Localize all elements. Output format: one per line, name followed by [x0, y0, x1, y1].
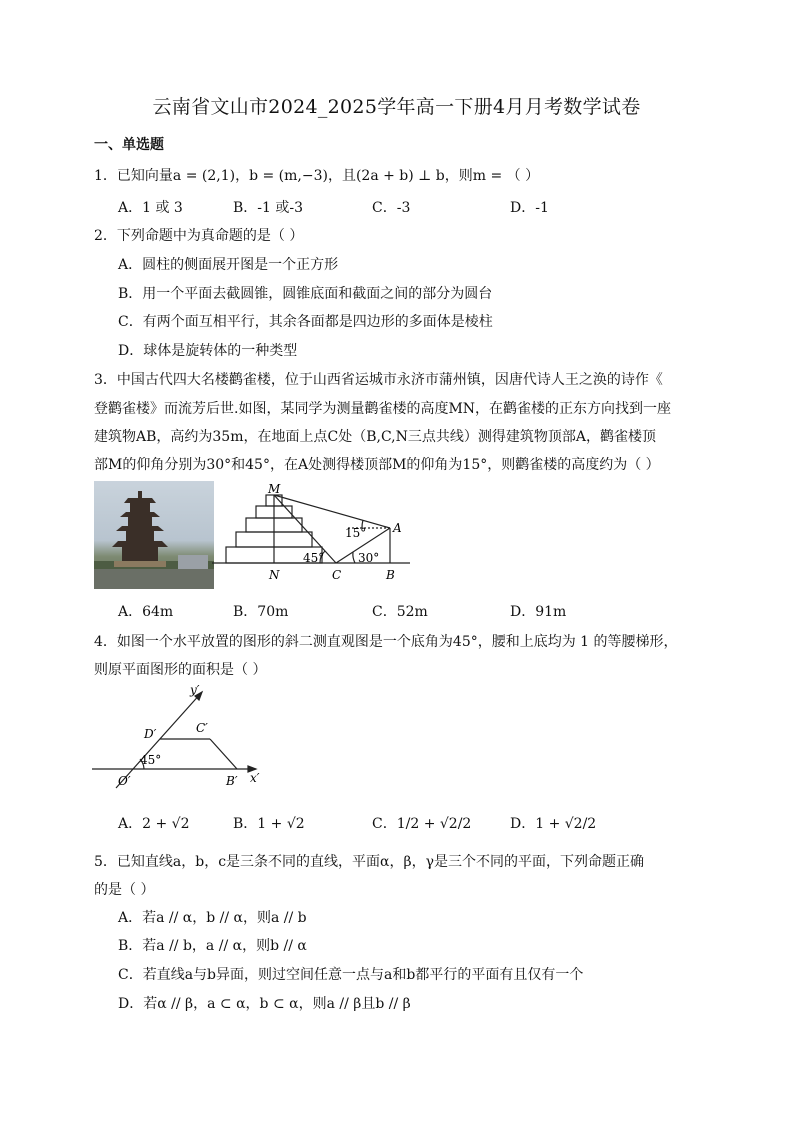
q1-option-b: B．-1 或-3: [233, 200, 304, 216]
q3-option-d: D．91m: [510, 604, 567, 620]
q3-label-n: N: [269, 568, 280, 582]
q4-line-1: 4．如图一个水平放置的图形的斜二测直观图是一个底角为45°，腰和上底均为 1 的等腰梯形，: [94, 634, 678, 650]
q4-option-a: A．2 + √2: [118, 816, 190, 832]
q2-option-d: D．球体是旋转体的一种类型: [118, 343, 298, 359]
q1-option-d: D．-1: [510, 200, 549, 216]
section-heading: 一、单选题: [94, 137, 164, 153]
q5-option-c: C．若直线a与b异面，则过空间任意一点与a和b都平行的平面有且仅有一个: [118, 967, 584, 983]
q3-label-m: M: [268, 484, 281, 496]
q3-option-a: A．64m: [118, 604, 174, 620]
q3-angle-45: 45°: [303, 551, 325, 565]
q1-option-a: A．1 或 3: [118, 200, 183, 216]
q4-figure: [92, 682, 272, 792]
q4-label-b: B′: [226, 774, 238, 788]
q4-label-d: D′: [144, 727, 157, 741]
q3-option-c: C．52m: [372, 604, 428, 620]
q1-option-c: C．-3: [372, 200, 411, 216]
q3-label-b: B: [386, 568, 395, 582]
q3-label-c: C: [332, 568, 342, 582]
q5-option-a: A．若a // α，b // α，则a // b: [118, 910, 307, 926]
q3-figure: [212, 484, 412, 586]
q4-option-c: C．1/2 + √2/2: [372, 816, 472, 832]
q3-line-3: 建筑物AB，高约为35m，在地面上点C处（B,C,N三点共线）测得建筑物顶部A，鹳雀楼顶: [94, 429, 656, 445]
q3-option-b: B．70m: [233, 604, 289, 620]
q4-angle-45: 45°: [140, 753, 162, 767]
q4-label-o: O′: [118, 774, 131, 788]
q5-option-d: D．若α // β，a ⊂ α，b ⊂ α，则a // β且b // β: [118, 996, 411, 1012]
q4-option-d: D．1 + √2/2: [510, 816, 597, 832]
q5-line-1: 5．已知直线a，b，c是三条不同的直线，平面α，β，γ是三个不同的平面，下列命题正确: [94, 854, 644, 870]
q1-stem: 1．已知向量a = (2,1)，b = (m,−3)，且(2a + b) ⊥ b，则m = （ ）: [94, 168, 540, 184]
q3-line-2: 登鹳雀楼》而流芳后世.如图，某同学为测量鹳雀楼的高度MN，在鹳雀楼的正东方向找到一座: [94, 401, 672, 417]
q3-line-4: 部M的仰角分别为30°和45°，在A处测得楼顶部M的仰角为15°，则鹳雀楼的高度约为（ ）: [94, 457, 660, 473]
q2-option-a: A．圆柱的侧面展开图是一个正方形: [118, 257, 339, 273]
q4-option-b: B．1 + √2: [233, 816, 305, 832]
q4-label-y: y′: [190, 683, 200, 697]
q2-stem: 2．下列命题中为真命题的是（ ）: [94, 228, 304, 244]
q4-label-x: x′: [250, 771, 260, 785]
q3-angle-15: 15°: [345, 526, 367, 540]
exam-title: 云南省文山市2024_2025学年高一下册4月月考数学试卷: [152, 96, 641, 118]
q3-label-a: A: [393, 521, 402, 535]
q2-option-b: B．用一个平面去截圆锥，圆锥底面和截面之间的部分为圆台: [118, 286, 493, 302]
q5-option-b: B．若a // b，a // α，则b // α: [118, 938, 307, 954]
q4-line-2: 则原平面图形的面积是（ ）: [94, 662, 267, 678]
q4-label-c: C′: [196, 721, 208, 735]
q3-angle-30: 30°: [358, 551, 380, 565]
tower-photo: [94, 481, 214, 589]
q3-line-1: 3．中国古代四大名楼鹳雀楼，位于山西省运城市永济市蒲州镇，因唐代诗人王之涣的诗作《: [94, 372, 663, 388]
q2-option-c: C．有两个面互相平行，其余各面都是四边形的多面体是棱柱: [118, 314, 493, 330]
q5-line-2: 的是（ ）: [94, 882, 155, 898]
